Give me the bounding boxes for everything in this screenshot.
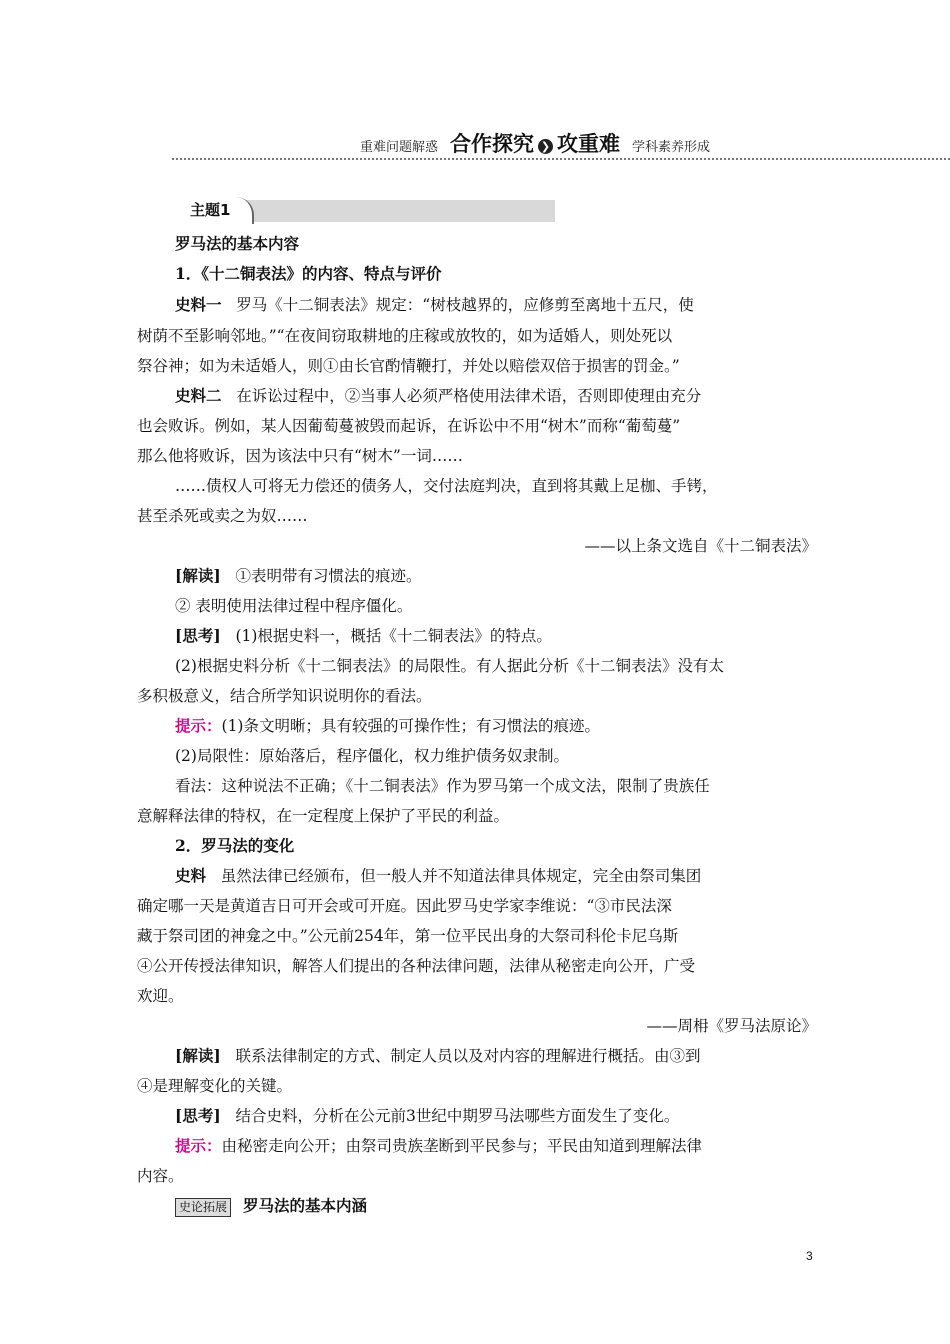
source-1-line-2: 树荫不至影响邻地。”“在夜间窃取耕地的庄稼或放牧的，如为适婚人，则处死以 <box>137 327 673 345</box>
source-2-line-1 <box>175 384 701 406</box>
source-3-text: 虽然法律已经颁布，但一般人并不知道法律具体规定，完全由祭司集团 <box>220 867 702 885</box>
reading-1-label: [解读] <box>175 566 221 585</box>
banner-left-label: 重难问题解惑 <box>360 140 439 155</box>
subsection-title-2: 2．罗马法的变化 <box>175 836 295 855</box>
source-2-text: 在诉讼过程中，②当事人必须严格使用法律术语，否则即使理由充分 <box>236 387 702 405</box>
reading-2-line-2: ④是理解变化的关键。 <box>137 1077 293 1095</box>
hint-1-line-3: 看法：这种说法不正确；《十二铜表法》作为罗马第一个成文法，限制了贵族任 <box>175 777 710 795</box>
source-1-label: 史料一 <box>175 295 222 314</box>
think-2-label: [思考] <box>175 1106 221 1125</box>
citation-2: ——周枏《罗马法原论》 <box>646 1017 817 1035</box>
banner-title-part1: 合作探究 <box>450 132 535 156</box>
header-dotted-rule <box>172 158 950 160</box>
think-1-line-2: (2)根据史料分析《十二铜表法》的局限性。有人据此分析《十二铜表法》没有太 <box>175 657 724 675</box>
source-2-line-3: 那么他将败诉，因为该法中只有“树木”一词…… <box>137 447 463 465</box>
hint-1-label: 提示： <box>175 716 222 735</box>
section-banner <box>360 128 710 158</box>
extension-heading <box>175 1194 367 1217</box>
think-1-line-3: 多积极意义，结合所学知识说明你的看法。 <box>137 687 432 705</box>
source-2-line-2: 也会败诉。例如，某人因葡萄蔓被毁而起诉，在诉讼中不用“树木”而称“葡萄蔓” <box>137 417 681 435</box>
reading-1-line-2: ② 表明使用法律过程中程序僵化。 <box>175 597 413 615</box>
think-1-line-1 <box>175 624 552 646</box>
subsection-title-1: 1．《十二铜表法》的内容、特点与评价 <box>175 264 442 283</box>
hint-1-line-1 <box>175 714 600 736</box>
think-2-text: 结合史料，分析在公元前3世纪中期罗马法哪些方面发生了变化。 <box>235 1107 680 1125</box>
extension-title: 罗马法的基本内涵 <box>243 1196 368 1215</box>
source-2-line-4: ……债权人可将无力偿还的债务人，交付法庭判决，直到将其戴上足枷、手铐， <box>175 477 718 495</box>
extension-tag: 史论拓展 <box>175 1198 231 1217</box>
page-number: 3 <box>806 1249 813 1263</box>
reading-2-label: [解读] <box>175 1046 221 1065</box>
hint-1-text: (1)条文明晰；具有较强的可操作性；有习惯法的痕迹。 <box>221 717 600 735</box>
source-3-line-5: 欢迎。 <box>137 987 184 1005</box>
source-1-line-3: 祭谷神；如为未适婚人，则①由长官酌情鞭打，并处以赔偿双倍于损害的罚金。” <box>137 357 680 375</box>
source-3-line-4: ④公开传授法律知识，解答人们提出的各种法律问题，法律从秘密走向公开，广受 <box>137 957 696 975</box>
reading-2-line-1 <box>175 1044 700 1066</box>
source-1-line-1 <box>175 293 694 315</box>
source-2-label: 史料二 <box>175 386 222 405</box>
source-3-line-2: 确定哪一天是黄道吉日可开会或可开庭。因此罗马史学家李维说：“③市民法深 <box>137 897 672 915</box>
think-1-text: (1)根据史料一，概括《十二铜表法》的特点。 <box>235 627 552 645</box>
source-2-line-5: 甚至杀死或卖之为奴…… <box>137 507 308 525</box>
banner-title-part2: 攻重难 <box>557 132 621 156</box>
hint-2-label: 提示： <box>175 1136 222 1155</box>
reading-1-text: ①表明带有习惯法的痕迹。 <box>235 567 422 585</box>
chevron-right-icon: ❯ <box>538 139 553 154</box>
source-3-line-1 <box>175 864 701 886</box>
think-1-label: [思考] <box>175 626 221 645</box>
source-1-text: 罗马《十二铜表法》规定：“树枝越界的，应修剪至离地十五尺，使 <box>236 296 694 314</box>
reading-1-line-1 <box>175 564 421 586</box>
citation-1: ——以上条文选自《十二铜表法》 <box>584 537 817 555</box>
source-3-line-3: 藏于祭司团的神龛之中。”公元前254年，第一位平民出身的大祭司科伦卡尼乌斯 <box>137 927 679 945</box>
reading-2-text: 联系法律制定的方式、制定人员以及对内容的理解进行概括。由③到 <box>235 1047 701 1065</box>
banner-right-label: 学科素养形成 <box>632 140 711 155</box>
think-2-line-1 <box>175 1104 679 1126</box>
hint-2-line-2: 内容。 <box>137 1167 184 1185</box>
hint-1-line-2: (2)局限性：原始落后，程序僵化，权力维护债务奴隶制。 <box>175 747 569 765</box>
source-3-label: 史料 <box>175 866 207 885</box>
section-title: 罗马法的基本内容 <box>175 234 300 253</box>
hint-1-line-4: 意解释法律的特权，在一定程度上保护了平民的利益。 <box>137 807 510 825</box>
topic-label: 主题1 <box>172 197 254 224</box>
hint-2-text: 由秘密走向公开；由祭司贵族垄断到平民参与；平民由知道到理解法律 <box>221 1137 703 1155</box>
hint-2-line-1 <box>175 1134 702 1156</box>
